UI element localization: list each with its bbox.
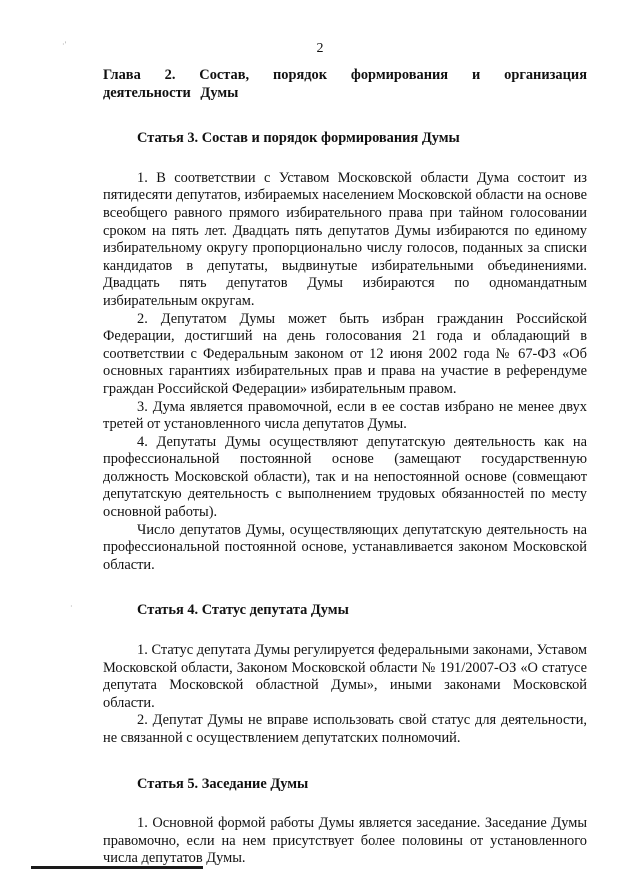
article-3 [103, 130, 587, 574]
paragraph: 1. Статус депутата Думы регулируется федеральными законами, Уставом Московской области, Законом Московской области № 191/2007-ОЗ «О статусе депутата Московской областной Думы», иными законами Московской области. [103, 642, 587, 711]
scan-speck: · [70, 602, 73, 611]
paragraph: 2. Депутатом Думы может быть избран гражданин Российской Федерации, достигший на день голосования 21 года и обладающий в соответствии с Федеральным законом от 12 июня 2002 года № 67-ФЗ «Об основных гарантиях избирательных прав и права на участие в референдуме граждан Российской Федерации» избирательным правом. [103, 310, 587, 397]
article-4 [103, 602, 587, 747]
footnote-rule [31, 866, 203, 869]
paragraph: 1. Основной формой работы Думы является заседание. Заседание Думы правомочно, если на нем присутствует более половины от установленного числа депутатов Думы. [103, 815, 587, 867]
paragraph: 2. Депутат Думы не вправе использовать свой статус для деятельности, не связанной с осуществлением депутатских полномочий. [103, 712, 587, 746]
scan-speck: ·' [62, 40, 67, 49]
article-5 [103, 776, 587, 868]
page-number: 2 [316, 41, 324, 56]
chapter-title: Глава 2. Состав, порядок формирования и организация деятельности Думы [103, 67, 587, 101]
article-title: Статья 3. Состав и порядок формирования Думы [137, 130, 460, 147]
paragraph: 4. Депутаты Думы осуществляют депутатскую деятельность как на профессиональной постоянной основе (замещают государственную должность Московской области), так и на непостоянной основе (совмещают депутатскую деятельность с выполнением трудовых обязанностей по месту основной работы). [103, 433, 587, 521]
paragraph: 1. В соответствии с Уставом Московской области Дума состоит из пятидесяти депутатов, избираемых населением Московской области на основе всеобщего равного прямого избирательного права при тайном голосовании сроком на пять лет. Двадцать пять депутатов Думы избираются по единому избирательному округу пропорционально числу голосов, поданных за списки кандидатов в депутаты, выдвинутые избирательными объединениями. Двадцать пять депутатов Думы избираются по одномандатным избирательным округам. [103, 169, 587, 309]
document-body [103, 67, 587, 868]
paragraph: Число депутатов Думы, осуществляющих депутатскую деятельность на профессиональной постоянной основе, устанавливается законом Московской области. [103, 521, 587, 573]
paragraph: 3. Дума является правомочной, если в ее состав избрано не менее двух третей от установленного числа депутатов Думы. [103, 398, 587, 433]
article-title: Статья 4. Статус депутата Думы [137, 602, 349, 619]
article-title: Статья 5. Заседание Думы [137, 775, 309, 792]
